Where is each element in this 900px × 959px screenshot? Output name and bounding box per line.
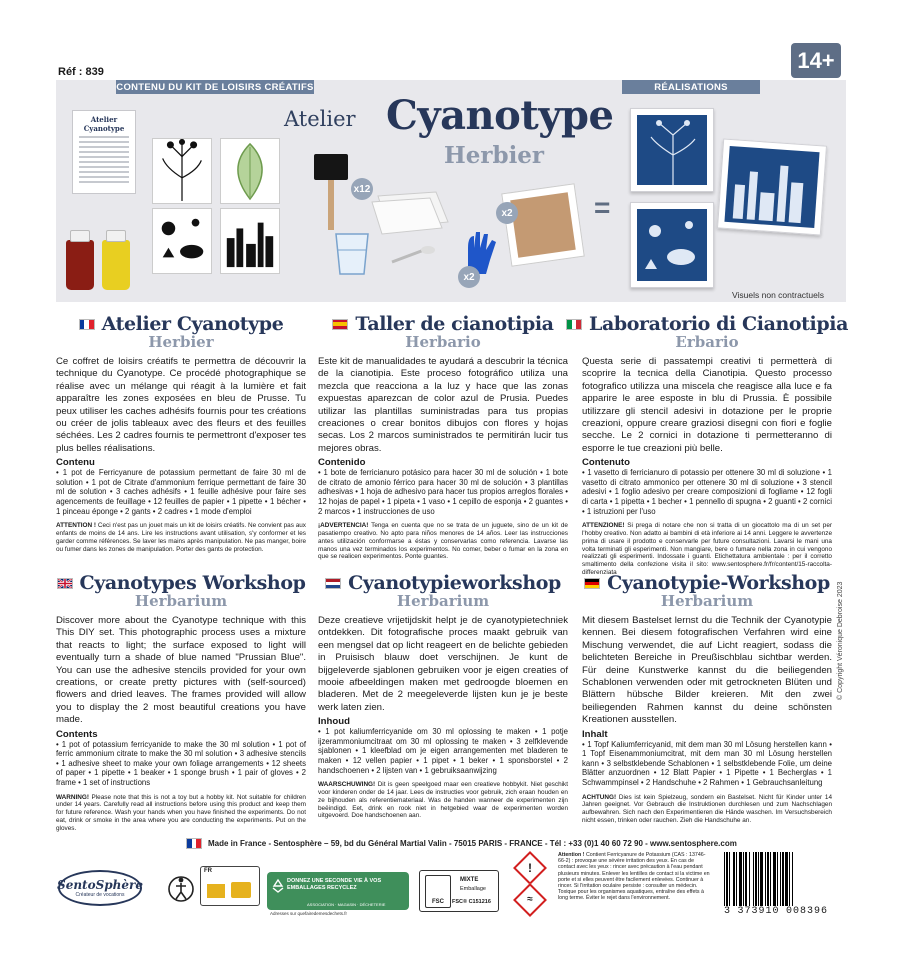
fsc-label (419, 870, 499, 912)
contents-list: • 1 vasetto di ferricianuro di potassio per ottenere 30 ml di soluzione • 1 vasetto di citrato ammonico per ottenere 30 ml di soluzione • 3 stencil adesivi • 1 foglio adesivo per creare composizioni di fogliame • 12 fogli di carta • 1 pipetta • 1 becher • 1 pennello di spugna • 2 guanti • 2 cornici • 1 istruzioni per l'uso (582, 468, 832, 516)
contents-list: • 1 pot kaliumferricyanide om 30 ml oplossing te maken • 1 potje ijzerammoniumcitraat om 30 ml oplossing te maken • 3 zelfklevende sjablonen • 1 kleefblad om je eigen arrangementen met bladeren te maken • 12 vellen papier • 1 pipet • 1 beker • 1 sponsborstel • 2 handschoenen • 2 lijsten van • 1 gebruiksaanwijzing (318, 727, 568, 775)
recycle-address: Adresses sur quefairedemesdechets.fr (270, 911, 348, 916)
banner-title-main: Cyanotype (386, 92, 614, 139)
contents-list: • 1 Topf Kaliumferricyanid, mit dem man 30 ml Lösung herstellen kann • 1 Topf Eisenammoniumcitrat, mit dem man 30 ml Lösung herstellen kann • 3 selbstklebende Schablonen • 1 selbstklebende Folie, um deine Blätter anzuordnen • 12 Blatt Papier • 1 Pipette • 1 Becherglas • 1 Schwammpinsel • 2 Handschuhe • 2 Rahmen • 1 Gebrauchsanleitung (582, 739, 832, 788)
age-badge: 14+ (791, 43, 841, 78)
section-intro: Questa serie di passatempi creativi ti permetterà di scoprire la tecnica della Cianotipia. Questo processo fotografico utilizza una miscela che reagisce alla luce e fa apparire le aree esposte in blu di Prussia. È possibile utilizzare gli stencil adesivi in dotazione per le proprie creazioni, oppure creare graziosi disegni con fiori e foglie secche. Le 2 cornici in dotazione ti permetteranno di esporre le tue creazioni più belle. (582, 356, 832, 454)
realisation-flowers-image (630, 108, 714, 192)
logo-tagline: Créateur de vocations (75, 892, 125, 898)
instruction-leaflet (72, 110, 136, 194)
triman-fr-icon (200, 866, 260, 906)
paper-sheets-image (366, 186, 456, 236)
section-es (318, 313, 568, 561)
fsc-tree-icon: FSC (425, 875, 451, 908)
section-nl (318, 572, 568, 820)
bottle-potassium-ferricyanide (66, 240, 94, 290)
fsc-title: MIXTE (460, 877, 479, 883)
stencil-leaf-image (220, 138, 280, 204)
flag-it-icon (566, 319, 582, 330)
warning-text: ATTENZIONE! Si prega di notare che non si tratta di un giocattolo ma di un set per l'hobby creativo. Non adatto ai bambini di età inferiore ai 14 anni. Leggere le avvertenze prima di usare il prodotto e conservarle per future consultazioni. Lavarsi le mani una volta terminati gli esperimenti. Non mangiare, bere o fumare nella zona in cui vengono realizzati gli esperimenti. Indossate i guanti. Etichettatura ambientale : per il corretto smaltimento della confezione visita il sito: www.sentosphere.fr/fr/content/15-raccolta-differenziata (582, 522, 833, 576)
recycle-info-badge (267, 872, 409, 910)
section-subtitle: Erbario (675, 333, 739, 351)
barcode-mid: 373910 (737, 906, 780, 917)
attention-text: Attention ! Contient Ferricyanure de Potassium (CAS : 13746-66-2) : provoque une sévère irritation des yeux. En cas de contact avec les yeux : rincer avec précaution à l'eau pendant plusieurs minutes. Enlever les lentilles de contact si la victime en porte et si elles peuvent être facilement enlevées. Continuer à rincer. Si l'irritation oculaire persiste : consulter un médecin. Toxique pour les organismes aquatiques, entraîne des effets à long terme. Éviter le rejet dans l'environnement. (558, 852, 710, 902)
flag-nl-icon (325, 578, 341, 589)
section-subtitle: Herbarium (396, 592, 490, 610)
section-intro: Deze creatieve vrijetijdskit helpt je de cyanotypietechniek ontdekken. Dit fotografische proces maakt gebruik van een mengsel dat op licht reageert en de belichte gebieden in Pruisisch blauw doet verschijnen. Je kunt de bijgeleverde sjablonen gebruiken voor je eigen creaties of mooie afbeeldingen maken met gedroogde bloemen en bladeren. Met de 2 meegeleverde lijsten kun je je beste werk laten zien. (318, 615, 568, 713)
section-subtitle: Herbarium (134, 592, 228, 610)
contents-heading: Contenido (318, 457, 366, 469)
kit-contents-tag: CONTENU DU KIT DE LOISIRS CRÉATIFS (116, 81, 314, 93)
stencil-marine-image (152, 208, 212, 274)
section-intro: Discover more about the Cyanotype technique with this This DIY set. This photographic process uses a mixture that reacts to light; the surface exposed to light will eventually turn a shade of blue named "Prussian Blue". You can use the adhesive stencils provided for your own creations, or create pretty pictures with (self-sourced) flowers and dried leaves. The frames provided will allow you to display the 2 most beautiful creations you have made. (56, 615, 306, 726)
bottle-cap (106, 230, 126, 242)
made-in-text: Made in France - Sentosphère – 59, bd du Général Martial Valin - 75015 PARIS - FRANCE - Tél : +33 (0)1 40 60 72 90 - www.sentosphere.com (208, 839, 737, 848)
section-title: Cyanotypieworkshop (348, 572, 561, 594)
section-title: Cyanotypie-Workshop (607, 572, 830, 594)
sponge-brush-image (310, 150, 354, 236)
papers-quantity: x12 (351, 178, 373, 200)
contents-heading: Contents (56, 728, 98, 740)
recycle-icon (270, 878, 286, 894)
pipette-image (390, 246, 436, 266)
visuels-disclaimer: Visuels non contractuels (732, 290, 824, 300)
flag-de-icon (584, 578, 600, 589)
barcode (724, 852, 828, 920)
warning-text: WARNING! Please note that this is not a toy but a hobby kit. Not suitable for children under 14 years. Carefully read all instructions before using this product and keep them for future reference. Wash your hands when you have finished the experiments. Do not eat, drink or smoke in the area where you are conducting the experiments. Put on the gloves. (56, 793, 306, 832)
warning-text: ¡ADVERTENCIA! Tenga en cuenta que no se trata de un juguete, sino de un kit de pasatiempo creativo. No apto para niños menores de 14 años. Leer las instrucciones antes utilización conformarse a éstas y conservarlas como referencia. Lavarse las manos una vez terminados los experimentos. No comer, beber o fumar en la zona en que se realicen experimentos. Ponte guantes. (318, 522, 568, 561)
section-title: Taller de cianotipia (355, 313, 554, 335)
contents-list: • 1 pot of potassium ferricyanide to make the 30 ml solution • 1 pot of ferric ammonium citrate to make the 30 ml solution • 3 adhesive stencils • 1 adhesive sheet to make your own foliage arrangements • 12 sheets of paper • 1 pipette • 1 beaker • 1 sponge brush • 1 pair of gloves • 2 frame • 1 set of instructions (56, 739, 306, 788)
flag-es-icon (332, 319, 348, 330)
realisation-city-framed-image (717, 138, 827, 235)
warning-text: ACHTUNG! Dies ist kein Spielzeug, sondern ein Bastelset. Nicht für Kinder unter 14 Jahren geeignet. Vor Gebrauch die Instruktionen durchlesen und zum Nachschlagen aufbewahren. Sich nach den Experimentieren die Hände waschen. Im Versuchsbereich nicht essen, trinken oder rauchen. Zieh die Handschuhe an. (582, 793, 832, 825)
contents-list: • 1 bote de ferricianuro potásico para hacer 30 ml de solución • 1 bote de citrato de amonio férrico para hacer 30 ml de solución • 3 plantillas adhesivas • 1 hoja de adhesivo para hacer tus propios arreglos florales • 12 hojas de papel • 1 pipeta • 1 vaso • 1 cepillo de esponja • 2 guantes • 2 marcos • 1 instrucciones de uso (318, 468, 568, 516)
contents-heading: Contenuto (582, 457, 630, 469)
flag-fr-icon (186, 838, 202, 849)
contents-heading: Inhalt (582, 728, 608, 740)
contents-heading: Inhoud (318, 716, 350, 728)
section-intro: Este kit de manualidades te ayudará a descubrir la técnica de la cianotipia. Este proceso fotográfico utiliza una mezcla que reacciona a la luz y hace que las zonas expuestas aparezcan de color azul de Prusia. Puedes utilizar las plantillas suministradas para tus propias creaciones o crear bonitos dibujos con flores y hojas secas. Los 2 marcos suministrados te permitirán lucir tus mejores obras. (318, 356, 568, 454)
section-title: Laboratorio di Cianotipia (589, 313, 848, 335)
sentosphere-logo (58, 870, 142, 906)
banner-title-sub: Herbier (444, 142, 545, 169)
section-it (582, 313, 848, 577)
banner-title-atelier: Atelier (284, 107, 356, 131)
barcode-right: 008396 (785, 906, 828, 917)
warning-text: WAARSCHUWING! Dit is geen speelgoed maar een creatieve hobbykit. Niet geschikt voor kinderen onder de 14 jaar. Lees de instructies voor gebruik, zich eraan houden en ze bijhouden als referentiemateriaal. Was de handen wanneer de experimenten zijn beëindigd. Eet, drink en rook niet in hetgebied waar de experimenten worden uitgevoerd. Doe handschoenen aan. (318, 781, 569, 820)
flag-uk-icon (57, 578, 73, 589)
section-de (582, 572, 832, 825)
section-en (56, 572, 306, 833)
section-subtitle: Herbarium (660, 592, 754, 610)
fsc-subtitle: Emballage (460, 886, 486, 892)
frames-quantity: x2 (496, 202, 518, 224)
recycling-person-icon (168, 872, 194, 906)
bottle-ammonium-citrate (102, 240, 130, 290)
made-in-line (186, 838, 737, 849)
fsc-code: FSC® C151216 (452, 899, 491, 905)
equals-sign: = (594, 192, 611, 223)
beaker-image (330, 230, 374, 278)
stencil-flower-image (152, 138, 212, 204)
realisation-marine-image (630, 202, 714, 288)
fr-label: FR (204, 868, 212, 874)
kit-frame-image (501, 183, 585, 267)
stencil-city-image (220, 208, 280, 274)
realisations-tag: RÉALISATIONS (622, 80, 760, 94)
copyright-note: © Copyright Véronique Debroise 2023 (837, 581, 844, 700)
leaflet-title: Atelier Cyanotype (83, 115, 125, 133)
recycle-steps: ASSOCIATION · MAGASIN · DÉCHETERIE (307, 902, 386, 907)
contents-heading: Contenu (56, 457, 95, 469)
logo-name: SentoSphère (57, 878, 143, 892)
reference-number: Réf : 839 (58, 66, 104, 78)
section-fr (56, 313, 306, 553)
barcode-left: 3 (724, 906, 732, 917)
warning-text: ATTENTION ! Ceci n'est pas un jouet mais un kit de loisirs créatifs. Ne convient pas aux enfants de moins de 14 ans. Lire les instructions avant utilisation, s'y conformer et les garder comme références. Se laver les mains après manipulation. Ne pas manger, boire ou fumer dans les zones de manipulation. Porter des gants de protection. (56, 522, 307, 553)
section-title: Atelier Cyanotype (101, 313, 284, 335)
flag-fr-icon (79, 319, 95, 330)
section-title: Cyanotypes Workshop (79, 572, 306, 594)
hazard-exclamation-icon: ! (513, 851, 547, 885)
recycle-text: DONNEZ UNE SECONDE VIE À VOS EMBALLAGES RECYCLEZ (287, 878, 382, 891)
product-banner (56, 80, 846, 302)
gloves-quantity: x2 (458, 266, 480, 288)
section-intro: Ce coffret de loisirs créatifs te permettra de découvrir la technique du Cyanotype. Ce procédé photographique se réalise avec un mélange qui réagit à la lumière et fait apparaître les zones exposées en bleu de Prusse. Tu peux utiliser les caches adhésifs fournis pour tes créations ou créer de jolis tableaux avec des fleurs et des feuilles séchées. Les 2 cadres fournis te permettront d'exposer tes plus belles réalisations. (56, 356, 306, 454)
section-intro: Mit diesem Bastelset lernst du die Technik der Cyanotypie kennen. Bei diesem fotografischen Verfahren wird eine Mischung verwendet, die auf Licht reagiert, sodass die belichteten Bereiche in Preußischblau sichtbar werden. Für deine Kunstwerke kannst du die beiliegenden Schablonen verwenden oder mit getrockneten Blüten und Blättern hübsche Bilder kreieren. Mit den zwei beiliegenden Rahmen kannst du deine schönsten Kreationen ausstellen. (582, 615, 832, 726)
contents-list: • 1 pot de Ferricyanure de potassium permettant de faire 30 ml de solution • 1 pot de Citrate d'ammonium ferrique permettant de faire 30 ml de solution • 3 caches adhésifs • 1 feuille adhésive pour faire ses agencements de feuillage • 12 feuilles de papier • 1 pipette • 1 bécher • 1 pinceau éponge • 2 gants • 2 cadres • 1 mode d'emploi (56, 468, 306, 516)
section-subtitle: Herbario (405, 333, 481, 351)
hazard-environment-icon: ≈ (513, 883, 547, 917)
bottle-cap (70, 230, 90, 242)
section-subtitle: Herbier (148, 333, 214, 351)
